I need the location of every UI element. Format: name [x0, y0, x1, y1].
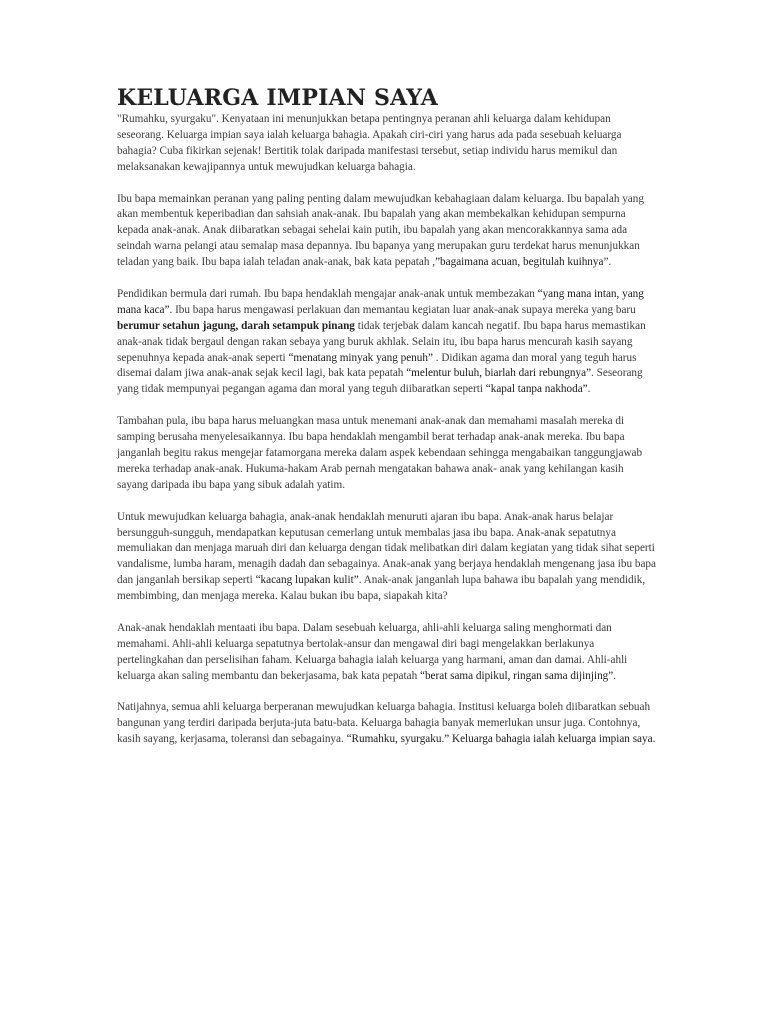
document-body [117, 112, 657, 764]
paragraph-text: . Didikan agama dan moral yang teguh harus disemai dalam jiwa anak-anak sejak kecil lagi, bak kata pepatah [117, 351, 637, 380]
paragraph-text: . [587, 383, 591, 396]
paragraph-7 [117, 700, 657, 748]
bold-phrase: berumur setahun jagung, darah setampuk pinang [117, 319, 355, 332]
paragraph-2 [117, 192, 657, 272]
proverb-quote: “yang mana intan, yang mana kaca”. [117, 287, 644, 316]
paragraph-text: ”. [603, 256, 612, 269]
paragraph-6 [117, 621, 657, 685]
paragraph-text: Ibu bapa harus mengawasi perlakuan dan memantau kegiatan luar anak-anak supaya mereka yang baru [172, 303, 636, 316]
paragraph-text: . Anak-anak janganlah lupa bahawa ibu bapalah yang mendidik, membimbing, dan menjaga mereka. Kalau bukan ibu bapa, siapakah kita? [117, 574, 646, 603]
proverb-quote: “melentur buluh, biarlah dari rebungnya” [406, 367, 592, 380]
proverb-quote: ”bagaimana acuan, begitulah kuihnya [435, 256, 604, 269]
document-title: KELUARGA IMPIAN SAYA [117, 85, 439, 111]
paragraph-text: . Seseorang yang tidak mempunyai pegangan agama dan moral yang teguh diibaratkan seperti [117, 367, 643, 396]
paragraph-3 [117, 287, 657, 398]
paragraph-text: Untuk mewujudkan keluarga bahagia, anak-anak hendaklah menuruti ajaran ibu bapa. Anak-anak harus belajar bersungguh-sungguh, mendapatkan keputusan cemerlang untuk membalas jasa ibu bapa. Anak-anak sepatutnya memuliakan dan menjaga maruah diri dan keluarga dengan tidak melibatkan diri dalam kegiatan yang tidak sihat seperti vandalisme, lumba haram, menagih dadah dan sebagainya. Anak-anak yang berjaya hendaklah mengenang jasa ibu bapa dan janganlah bersikap seperti [117, 510, 656, 587]
paragraph-text: tidak terjebak dalam kancah negatif. Ibu bapa harus memastikan anak-anak tidak bergaul dengan rakan sebaya yang buruk akhlak. Selain itu, ibu bapa harus mencurah kasih sayang sepenuhnya kepada anak-anak seperti [117, 319, 646, 364]
proverb-quote: “berat sama dipikul, ringan sama dijinjing” [419, 669, 614, 682]
proverb-quote: “menatang minyak yang penuh” [288, 351, 433, 364]
paragraph-text: Natijahnya, semua ahli keluarga berperanan mewujudkan keluarga bahagia. Institusi keluarga boleh diibaratkan sebuah bangunan yang terdiri daripada berjuta-juta batu-bata. Keluarga bahagia banyak memerlukan unsur juga. Contohnya, kasih sayang, kerjasama, toleransi dan sebagainya. [117, 701, 651, 746]
paragraph-text: Pendidikan bermula dari rumah. Ibu bapa hendaklah mengajar anak-anak untuk membezakan [117, 287, 535, 300]
proverb-quote: “kacang lupakan kulit” [255, 574, 359, 587]
paragraph-1: "Rumahku, syurgaku". Kenyataan ini menunjukkan betapa pentingnya peranan ahli keluarga dalam kehidupan seseorang. Keluarga impian saya ialah keluarga bahagia. Apakah ciri-ciri yang harus ada pada sesebuah keluarga bahagia? Cuba fikirkan sejenak! Bertitik tolak daripada manifestasi tersebut, setiap individu harus memikul dan melaksanakan kewajipannya untuk mewujudkan keluarga bahagia. [117, 113, 622, 173]
paragraph-text: . [613, 669, 617, 682]
proverb-quote: “kapal tanpa nakhoda” [485, 383, 588, 396]
paragraph-4: Tambahan pula, ibu bapa harus meluangkan masa untuk menemani anak-anak dan memahami masalah mereka di samping berusaha menyelesaikannya. Ibu bapa hendaklah mengambil berat terhadap anak-anak mereka. Ibu bapa janganlah begitu rakus mengejar fatamorgana mereka dalam aspek kebendaan sehingga mengabaikan tanggungjawab mereka terhadap anak-anak. Hukuma-hakam Arab pernah mengatakan bahawa anak- anak yang kehilangan kasih sayang daripada ibu bapa yang sibuk adalah yatim. [117, 415, 643, 491]
paragraph-text: Anak-anak hendaklah mentaati ibu bapa. Dalam sesebuah keluarga, ahli-ahli keluarga saling menghormati dan memahami. Ahli-ahli keluarga sepatutnya bertolak-ansur dan mengawal diri bagi mengelakkan berlakunya pertelingkahan dan perselisihan faham. Keluarga bahagia ialah keluarga yang harmani, aman dan damai. Ahli-ahli keluarga akan saling membantu dan bekerjasama, bak kata pepatah [117, 621, 628, 682]
paragraph-text: Ibu bapa memainkan peranan yang paling penting dalam mewujudkan kebahagiaan dalam keluarga. Ibu bapalah yang akan membentuk keperibadian dan sahsiah anak-anak. Ibu bapalah yang akan membekalkan kehidupan sempurna kepada anak-anak. Anak diibaratkan sebagai sehelai kain putih, ibu bapalah yang akan mencorakkannya sama ada seindah warna pelangi atau semalap masa depannya. Ibu bapanya yang merupakan guru terdekat harus menunjukkan teladan yang baik. Ibu bapa ialah teladan anak-anak, bak kata pepatah , [117, 192, 644, 269]
paragraph-5 [117, 510, 657, 605]
closing-quote: “Rumahku, syurgaku.” Keluarga bahagia ialah keluarga impian saya. [346, 733, 656, 746]
